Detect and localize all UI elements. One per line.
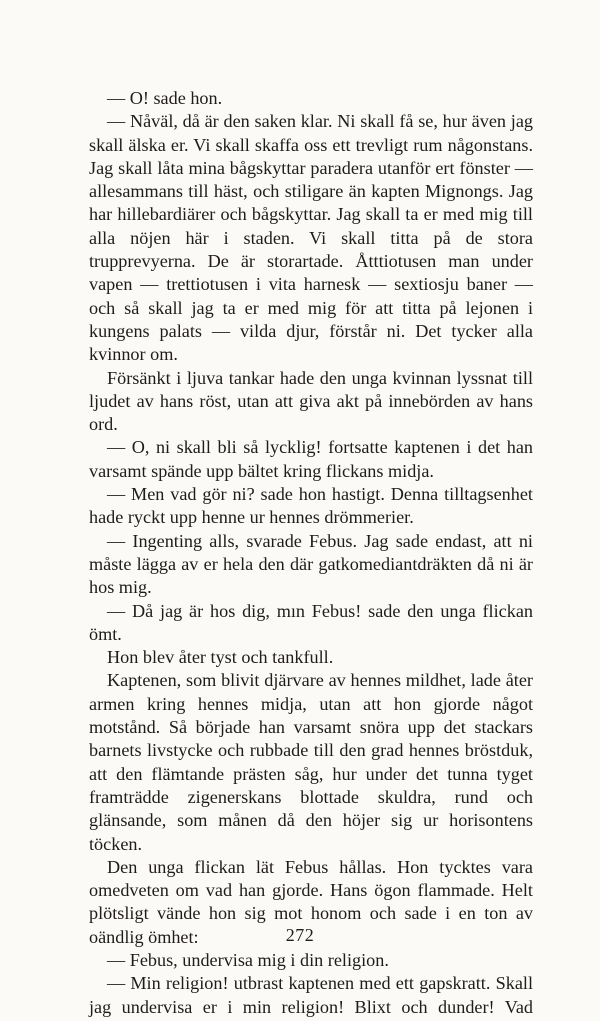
paragraph-9: Kaptenen, som blivit djärvare av hennes mildhet, lade åter armen kring hennes midja, utan att hon gjorde något motstånd. Så började han varsamt snöra upp det stackars barnets livstycke och rubbade till den grad hennes bröstduk, att den flämtande prästen såg, hur under det tunna tyget framträdde zigenerskans blottade skuldra, rund och glänsande, som månen då den höjer sig ur horisontens töcken. — [89, 670, 533, 854]
paragraph-8: Hon blev åter tyst och tankfull. — [107, 647, 334, 668]
page-number: 272 — [285, 925, 315, 945]
paragraph-2: — Nåväl, då är den saken klar. Ni skall få se, hur även jag skall älska er. Vi skall skaffa oss ett trevligt rum någonstans. Jag skall låta mina bågskyttar paradera utanför ert fönster — allesammans till häst, och stiligare än kapten Mignongs. Jag har hillebardiärer och bågskyttar. Jag skall ta er med mig till alla nöjen här i staden. Vi skall titta på de stora trupprevyerna. De är storartade. Åtttiotusen man under vapen — trettiotusen i vita harnesk — sextiosju baner — och så skall jag ta er med mig för att titta på lejonen i kungens palats — vilda djur, förstår ni. Det tycker alla kvinnor om. — [89, 111, 533, 365]
paragraph-3: Försänkt i ljuva tankar hade den unga kvinnan lyssnat till ljudet av hans röst, utan att giva akt på innebörden av hans ord. — [89, 367, 533, 435]
paragraph-6: — Ingenting alls, svarade Febus. Jag sade endast, att ni måste lägga av er hela den där gatkomediantdräkten då ni är hos mig. — [89, 530, 533, 598]
body-text — [89, 87, 533, 1019]
paragraph-12: — Min religion! utbrast kaptenen med ett gapskratt. Skall jag undervisa er i min religion! Blixt och dunder! Vad — [89, 973, 533, 1017]
paragraph-10: Den unga flickan lät Febus hållas. Hon tycktes vara omedveten om vad han gjorde. Hans ögon flammade. Helt plötsligt vände hon sig mot honom och sade i en ton av oändlig ömhet: — [89, 856, 533, 947]
paragraph-7: — Då jag är hos dig, mın Febus! sade den unga flickan ömt. — [89, 600, 533, 644]
paragraph-11: — Febus, undervisa mig i din religion. — [107, 949, 389, 970]
paragraph-1: — O! sade hon. — [107, 88, 223, 108]
paragraph-5: — Men vad gör ni? sade hon hastigt. Denna tilltagsenhet hade ryckt upp henne ur hennes drömmerier. — [89, 484, 533, 528]
paragraph-4: — O, ni skall bli så lycklig! fortsatte kaptenen i det han varsamt spände upp bältet kring flickans midja. — [89, 437, 533, 481]
